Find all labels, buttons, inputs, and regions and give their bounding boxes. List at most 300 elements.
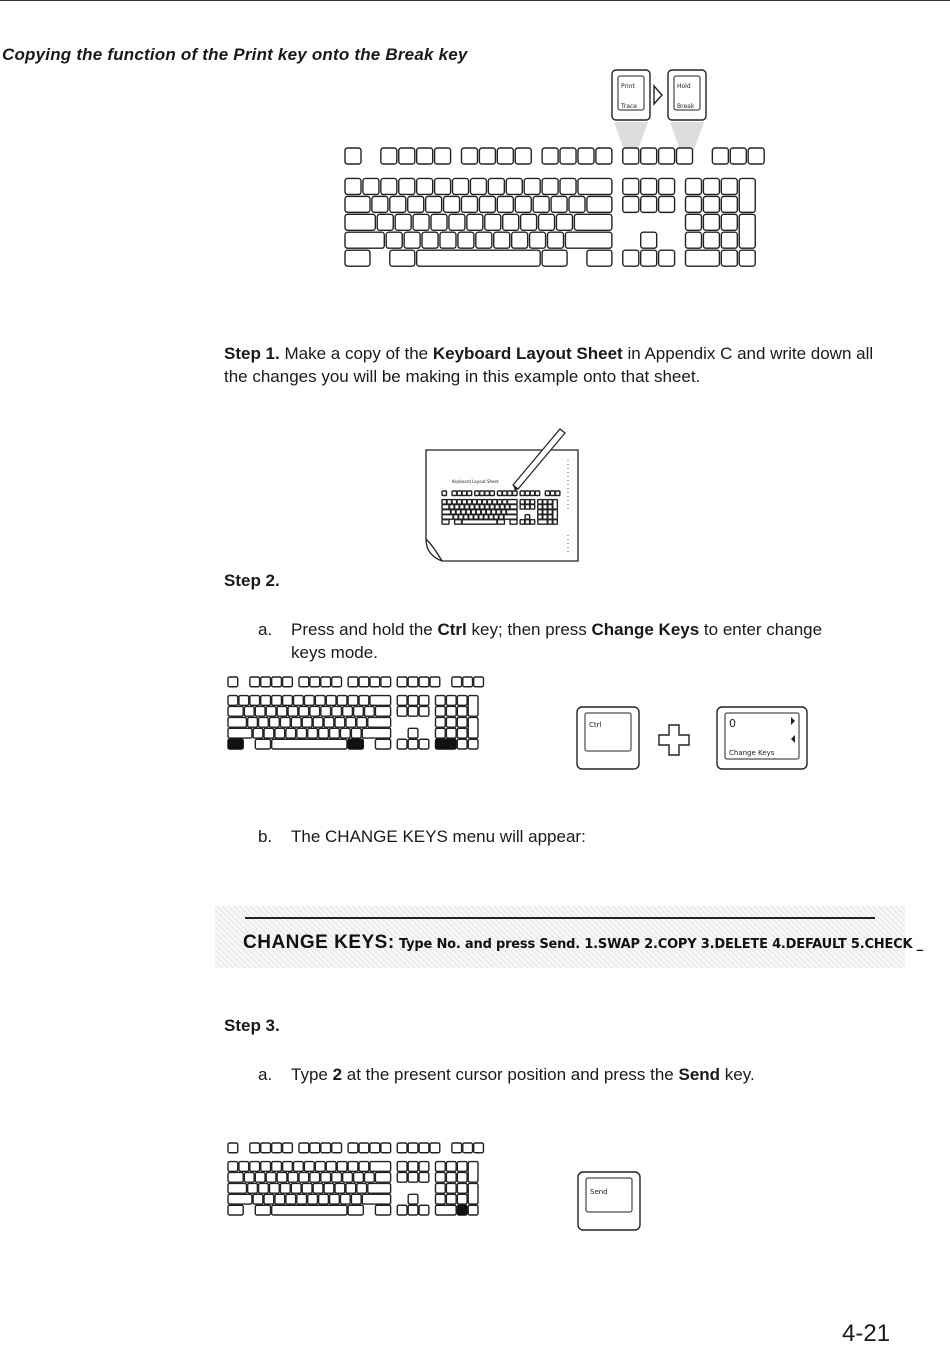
key-np22 (457, 717, 467, 727)
key-np10 (685, 196, 701, 212)
step-2a-t1: Press and hold the (291, 620, 438, 639)
key-r3-6 (313, 717, 323, 727)
key-r1-6 (294, 1162, 304, 1172)
key-np00 (538, 500, 543, 505)
key-r2-2 (408, 196, 424, 212)
key-r2-5 (299, 1172, 309, 1182)
key-esc (345, 148, 361, 164)
key-np21 (703, 214, 719, 230)
key-r1-5 (283, 696, 293, 706)
key-rctrl (510, 520, 517, 525)
key-r4-1 (459, 515, 464, 520)
key-r2-7 (485, 505, 490, 510)
key-f8 (497, 491, 502, 496)
key-r2-2 (266, 706, 276, 716)
key-f1 (261, 1143, 271, 1153)
change-key-top-label: 0 (729, 717, 736, 730)
key-r3-3 (280, 717, 290, 727)
key-f5 (479, 148, 495, 164)
key-alt (455, 520, 462, 525)
key-nav12 (419, 1172, 429, 1182)
key-r2-4 (444, 196, 460, 212)
key-r1-5 (283, 1162, 293, 1172)
key-f15 (535, 491, 540, 496)
plus-icon (659, 725, 689, 755)
key-r3-5 (302, 717, 312, 727)
key-r2-11 (505, 505, 510, 510)
key-r2-5 (461, 196, 477, 212)
key-arrow2 (419, 1205, 429, 1215)
key-r2-3 (277, 706, 287, 716)
key-up (525, 515, 530, 520)
key-sys1 (463, 1143, 473, 1153)
key-r1-12 (359, 696, 369, 706)
key-f4 (299, 677, 309, 687)
key-r1-7 (304, 696, 314, 706)
key-r3-1 (259, 717, 269, 727)
key-r1-7 (477, 500, 482, 505)
key-f1 (261, 677, 271, 687)
key-r4-4 (474, 515, 479, 520)
key-f4 (475, 491, 480, 496)
step-3a-item (258, 1063, 858, 1088)
key-f14 (419, 677, 429, 687)
key-r2-1 (255, 706, 265, 716)
key-f1 (399, 148, 415, 164)
key-f12 (397, 677, 407, 687)
key-r1-8 (482, 500, 487, 505)
key-r1-0 (228, 1162, 238, 1172)
key-np12 (457, 1172, 467, 1182)
key-r3-3 (280, 1183, 290, 1193)
key-r1-8 (315, 696, 325, 706)
key-np22 (721, 214, 737, 230)
step-1-text-b: in Appendix C and write down all the changes you will be making in this example onto that sheet. (224, 344, 874, 386)
key-f10 (578, 148, 594, 164)
key-f7 (332, 1143, 342, 1153)
key-r3-9 (539, 214, 555, 230)
key-nav02 (530, 500, 535, 505)
key-tab (442, 505, 449, 510)
key-r1-4 (462, 500, 467, 505)
key-np32 (721, 232, 737, 248)
key-arrow1 (408, 739, 418, 749)
key-r1-3 (261, 696, 271, 706)
key-np30 (435, 1194, 445, 1204)
key-np31 (703, 232, 719, 248)
key-bslash (375, 706, 390, 716)
key-np22 (457, 1183, 467, 1193)
key-nav00 (623, 178, 639, 194)
key-np02 (457, 696, 467, 706)
key-r1-12 (560, 178, 576, 194)
key-r1-8 (488, 178, 504, 194)
key-r4-0 (386, 232, 402, 248)
send-key-icon (578, 1172, 640, 1230)
key-f7 (332, 677, 342, 687)
key-r3-6 (485, 214, 501, 230)
key-f4 (461, 148, 477, 164)
key-nav12 (419, 706, 429, 716)
step-3a-send: Send (678, 1065, 721, 1084)
key-f14 (659, 148, 675, 164)
key-esc (228, 677, 238, 687)
key-f7 (490, 491, 495, 496)
key-f11 (381, 1143, 391, 1153)
key-space (272, 739, 347, 749)
key-r1-1 (363, 178, 379, 194)
key-altgr (348, 1205, 363, 1215)
key-r3-3 (466, 510, 471, 515)
key-r3-9 (346, 1183, 356, 1193)
key-r2-8 (332, 706, 342, 716)
key-f6 (497, 148, 513, 164)
key-enter (368, 717, 391, 727)
key-space (417, 250, 541, 266)
key-arrow1 (641, 250, 657, 266)
key-np0 (538, 520, 548, 525)
key-r2-1 (390, 196, 406, 212)
key-f0 (250, 677, 260, 687)
key-np00 (435, 696, 445, 706)
key-r3-7 (486, 510, 491, 515)
print-trace-key (612, 70, 650, 120)
key-npsend (553, 520, 558, 525)
key-np32 (548, 515, 553, 520)
key-r2-5 (475, 505, 480, 510)
key-r4-7 (489, 515, 494, 520)
hold-break-key (668, 70, 706, 120)
key-r2-0 (450, 505, 455, 510)
key-r3-2 (461, 510, 466, 515)
key-tab (345, 196, 370, 212)
key-np11 (543, 505, 548, 510)
key-f11 (596, 148, 612, 164)
key-r4-6 (484, 515, 489, 520)
key-f6 (485, 491, 490, 496)
key-caps (345, 214, 375, 230)
key-sys0 (452, 1143, 462, 1153)
key-r3-8 (335, 1183, 345, 1193)
key-arrow0 (397, 1205, 407, 1215)
key-r4-6 (319, 1194, 329, 1204)
step-3-label: Step 3. (224, 1016, 280, 1035)
key-np11 (446, 706, 456, 716)
key-r1-12 (359, 1162, 369, 1172)
key-r4-2 (464, 515, 469, 520)
key-enter (507, 510, 518, 515)
key-r1-10 (337, 1162, 347, 1172)
key-r4-6 (319, 728, 329, 738)
key-f11 (513, 491, 518, 496)
key-r4-9 (499, 515, 504, 520)
key-r1-10 (492, 500, 497, 505)
key-np30 (435, 728, 445, 738)
key-r1-7 (470, 178, 486, 194)
key-r1-11 (348, 696, 358, 706)
key-r4-7 (330, 1194, 340, 1204)
key-r3-8 (335, 717, 345, 727)
key-r1-0 (345, 178, 361, 194)
key-r3-8 (491, 510, 496, 515)
key-npdot (457, 739, 467, 749)
key-r3-2 (269, 1183, 279, 1193)
key-space (462, 520, 497, 525)
key-nav11 (408, 706, 418, 716)
key-f0 (381, 148, 397, 164)
key-np20 (685, 214, 701, 230)
key-r4-8 (340, 1194, 350, 1204)
key-r4-0 (454, 515, 459, 520)
key-r4-5 (308, 728, 318, 738)
key-tab (228, 706, 243, 716)
key-f15 (430, 677, 440, 687)
key-np10 (538, 505, 543, 510)
key-np11 (703, 196, 719, 212)
key-arrow2 (659, 250, 675, 266)
key-r4-5 (308, 1194, 318, 1204)
key-alt (255, 1205, 270, 1215)
key-r4-8 (340, 728, 350, 738)
key-r2-10 (354, 1172, 364, 1182)
key-r1-9 (326, 1162, 336, 1172)
step-2a-t3: to enter change keys mode. (291, 620, 823, 662)
key-np02 (548, 500, 553, 505)
key-r2-11 (365, 1172, 375, 1182)
key-rctrl (375, 739, 390, 749)
step-2b-item (258, 825, 858, 850)
key-nav12 (530, 505, 535, 510)
key-np32 (457, 728, 467, 738)
key-r2-3 (465, 505, 470, 510)
key-rctrl (375, 1205, 390, 1215)
key-arrow0 (397, 739, 407, 749)
step-3a-number: 2 (332, 1065, 343, 1084)
key-up (641, 232, 657, 248)
key-r3-0 (248, 717, 258, 727)
layout-sheet-illustration (420, 425, 590, 570)
key-lshift (442, 515, 453, 520)
sheet-title: Keyboard Layout Sheet (452, 479, 499, 484)
key-np32 (457, 1194, 467, 1204)
key-np22 (548, 510, 553, 515)
key-esc (442, 491, 447, 496)
key-sys0 (452, 677, 462, 687)
key-np10 (435, 706, 445, 716)
key-r4-9 (351, 1194, 361, 1204)
key-r2-7 (321, 1172, 331, 1182)
key-f10 (370, 1143, 380, 1153)
step-3a-t2: at the present cursor position and press the (342, 1065, 679, 1084)
key-bslash (375, 1172, 390, 1182)
key-r4-0 (253, 728, 263, 738)
send-key-illustration (576, 1170, 646, 1235)
key-r4-5 (479, 515, 484, 520)
key-np20 (435, 717, 445, 727)
key-r2-10 (354, 706, 364, 716)
step-2b-text: The CHANGE KEYS menu will appear: (291, 827, 586, 846)
key-r1-4 (417, 178, 433, 194)
key-np10 (435, 1172, 445, 1182)
key-r3-10 (556, 214, 572, 230)
step-1-bold: Keyboard Layout Sheet (432, 344, 623, 363)
step-1-label: Step 1. (224, 344, 280, 363)
key-r1-8 (315, 1162, 325, 1172)
key-f3 (467, 491, 472, 496)
key-lshift (228, 1194, 252, 1204)
key-np30 (538, 515, 543, 520)
key-r1-4 (272, 696, 282, 706)
key-r4-9 (351, 728, 361, 738)
trace-key-label: Trace (621, 103, 637, 110)
key-r4-6 (494, 232, 510, 248)
key-f14 (419, 1143, 429, 1153)
key-np03 (468, 1162, 478, 1183)
step-2a-item (258, 618, 858, 668)
key-nav11 (525, 505, 530, 510)
step-3a-letter: a. (258, 1065, 273, 1084)
key-f3 (283, 677, 293, 687)
key-f4 (299, 1143, 309, 1153)
key-bslash (587, 196, 612, 212)
send-key-label: Send (590, 1188, 608, 1196)
key-r1-3 (261, 1162, 271, 1172)
key-r4-3 (286, 1194, 296, 1204)
key-arrow1 (408, 1205, 418, 1215)
key-space (272, 1205, 347, 1215)
key-np23 (553, 510, 558, 520)
key-r2-3 (277, 1172, 287, 1182)
key-nav11 (408, 1172, 418, 1182)
key-r1-2 (452, 500, 457, 505)
key-arrow0 (623, 250, 639, 266)
key-r3-9 (346, 717, 356, 727)
step-2a-ctrl: Ctrl (437, 620, 467, 639)
key-r3-1 (395, 214, 411, 230)
key-nav00 (397, 1162, 407, 1172)
key-r1-11 (348, 1162, 358, 1172)
menu-options: Type No. and press Send. 1.SWAP 2.COPY 3.DELETE 4.DEFAULT 5.CHECK _ (394, 937, 923, 952)
key-r3-4 (449, 214, 465, 230)
key-r1-11 (542, 178, 558, 194)
key-r3-3 (431, 214, 447, 230)
key-lshift (228, 728, 252, 738)
key-altgr (542, 250, 567, 266)
key-caps (442, 510, 451, 515)
key-r1-9 (326, 696, 336, 706)
key-r4-2 (422, 232, 438, 248)
key-r4-8 (494, 515, 499, 520)
key-nav10 (397, 1172, 407, 1182)
key-r4-9 (547, 232, 563, 248)
key-np01 (703, 178, 719, 194)
key-r2-4 (288, 706, 298, 716)
key-backspace (578, 178, 612, 194)
key-r1-1 (239, 1162, 249, 1172)
key-r1-0 (442, 500, 447, 505)
key-nav10 (397, 706, 407, 716)
key-r2-6 (479, 196, 495, 212)
key-np31 (446, 1194, 456, 1204)
key-f8 (348, 1143, 358, 1153)
key-npsend (468, 1205, 478, 1215)
key-r1-0 (228, 696, 238, 706)
key-f10 (508, 491, 513, 496)
key-r4-1 (264, 728, 274, 738)
key-r4-5 (476, 232, 492, 248)
key-r2-8 (515, 196, 531, 212)
key-f6 (321, 677, 331, 687)
key-sys0 (712, 148, 728, 164)
key-r3-4 (291, 1183, 301, 1193)
key-nav02 (419, 696, 429, 706)
key-r1-6 (472, 500, 477, 505)
key-np12 (548, 505, 553, 510)
key-f10 (370, 677, 380, 687)
key-r2-10 (500, 505, 505, 510)
key-ctrl (442, 520, 449, 525)
key-np0 (685, 250, 719, 266)
key-r3-4 (291, 717, 301, 727)
key-arrow1 (525, 520, 530, 525)
key-r2-9 (343, 706, 353, 716)
drop-shadow-left (614, 122, 648, 150)
page-number: 4-21 (842, 1320, 891, 1347)
key-r2-11 (569, 196, 585, 212)
key-np23 (468, 717, 478, 738)
step-2-keyboard (228, 677, 513, 792)
key-np12 (721, 196, 737, 212)
key-r1-9 (487, 500, 492, 505)
key-np31 (543, 515, 548, 520)
key-r2-6 (310, 706, 320, 716)
key-npdot (548, 520, 553, 525)
key-r3-7 (503, 214, 519, 230)
key-f2 (417, 148, 433, 164)
key-alt (255, 739, 270, 749)
key-r1-12 (502, 500, 506, 505)
key-np21 (446, 1183, 456, 1193)
key-f2 (272, 1143, 282, 1153)
key-np01 (543, 500, 548, 505)
key-r3-5 (476, 510, 481, 515)
key-f13 (408, 677, 418, 687)
key-np31 (446, 728, 456, 738)
step-2-label: Step 2. (224, 571, 280, 590)
key-r4-4 (297, 728, 307, 738)
key-sys2 (474, 677, 484, 687)
key-altgr (497, 520, 504, 525)
print-key-label: Print (621, 83, 635, 90)
key-altgr (348, 739, 363, 749)
key-backspace (508, 500, 518, 505)
key-r2-8 (332, 1172, 342, 1182)
key-nav00 (520, 500, 525, 505)
key-f8 (348, 677, 358, 687)
key-np01 (446, 696, 456, 706)
key-np00 (435, 1162, 445, 1172)
key-nav00 (397, 696, 407, 706)
top-rule (0, 0, 950, 1)
key-np23 (468, 1183, 478, 1204)
key-tab (228, 1172, 243, 1182)
key-np03 (739, 178, 755, 212)
key-r2-11 (365, 706, 375, 716)
key-rshift (504, 515, 517, 520)
key-nav02 (419, 1162, 429, 1172)
key-npdot (721, 250, 737, 266)
key-f7 (515, 148, 531, 164)
